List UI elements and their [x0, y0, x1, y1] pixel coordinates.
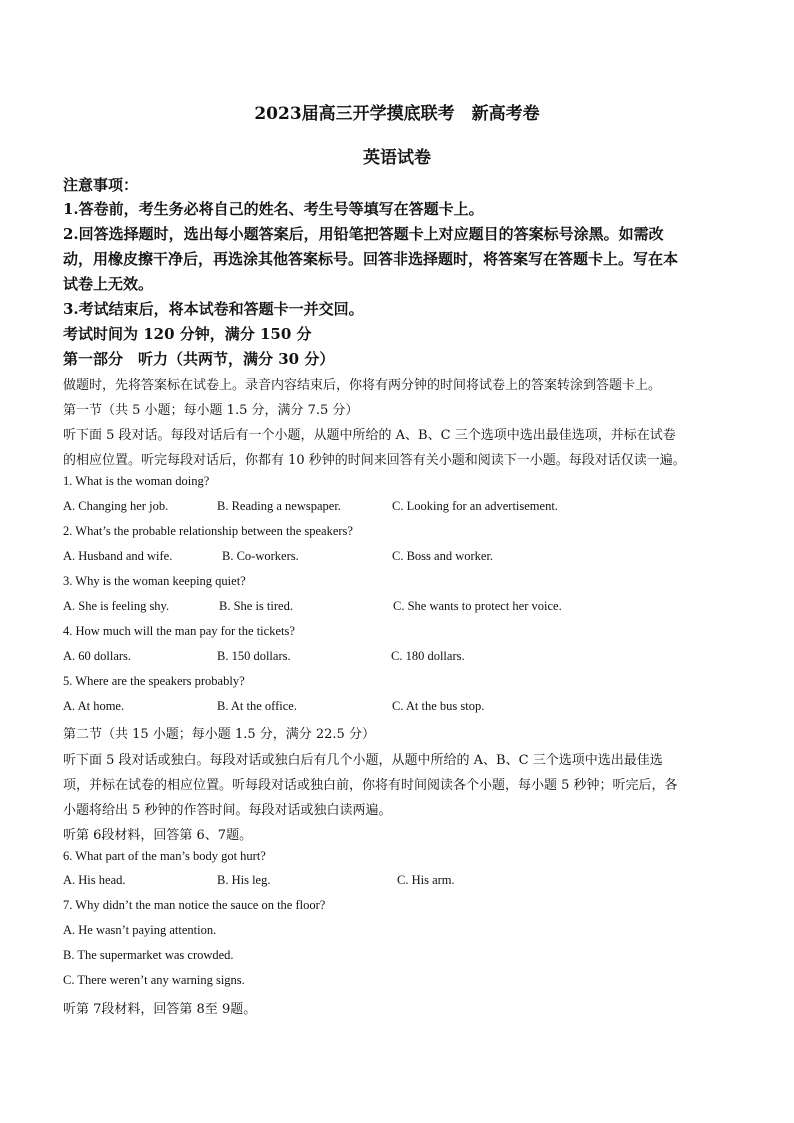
option-c: C. His arm. — [397, 873, 455, 887]
question-7: 7. Why didn’t the man notice the sauce on the floor? — [63, 898, 326, 912]
part1-intro: 做题时，先将答案标在试卷上。录音内容结束后，你将有两分钟的时间将试卷上的答案转涂到答题卡上。 — [63, 378, 662, 393]
exam-subtitle: 英语试卷 — [363, 148, 431, 168]
section1-heading: 第一节（共 5 小题；每小题 1.5 分，满分 7.5 分） — [63, 403, 359, 418]
section1-instruction: 的相应位置。听完每段对话后，你都有 10 秒钟的时间来回答有关小题和阅读下一小题。每段对话仅读一遍。 — [63, 453, 686, 468]
option-b: B. Reading a newspaper. — [217, 499, 341, 513]
option-b: B. 150 dollars. — [217, 649, 291, 663]
question-6: 6. What part of the man’s body got hurt? — [63, 849, 266, 863]
question-3: 3. Why is the woman keeping quiet? — [63, 574, 246, 588]
question-4: 4. How much will the man pay for the tickets? — [63, 624, 295, 638]
option-c: C. 180 dollars. — [391, 649, 465, 663]
option-c: C. There weren’t any warning signs. — [63, 973, 245, 987]
option-b: B. At the office. — [217, 699, 297, 713]
notice-item: 1.答卷前，考生务必将自己的姓名、考生号等填写在答题卡上。 — [63, 200, 484, 218]
section2-instruction: 小题将给出 5 秒钟的作答时间。每段对话或独白读两遍。 — [63, 803, 392, 818]
notice-item: 试卷上无效。 — [63, 275, 154, 293]
option-c: C. At the bus stop. — [392, 699, 485, 713]
question-5: 5. Where are the speakers probably? — [63, 674, 245, 688]
material-6-heading: 听第 6段材料，回答第 6、7题。 — [63, 828, 253, 843]
option-a: A. Changing her job. — [63, 499, 169, 513]
notice-item: 3.考试结束后，将本试卷和答题卡一并交回。 — [63, 300, 364, 318]
section2-instruction: 项，并标在试卷的相应位置。听每段对话或独白前，你将有时间阅读各个小题，每小题 5 秒钟；听完后，各 — [63, 778, 678, 793]
exam-duration: 考试时间为 120 分钟，满分 150 分 — [63, 325, 312, 343]
notice-item: 动，用橡皮擦干净后，再选涂其他答案标号。回答非选择题时，将答案写在答题卡上。写在本 — [63, 250, 679, 268]
option-c: C. Boss and worker. — [392, 549, 494, 563]
option-b: B. The supermarket was crowded. — [63, 948, 234, 962]
notice-item: 2.回答选择题时，选出每小题答案后，用铅笔把答题卡上对应题目的答案标号涂黑。如需改 — [63, 225, 664, 243]
option-c: C. Looking for an advertisement. — [392, 499, 558, 513]
option-b: B. She is tired. — [219, 599, 293, 613]
option-a: A. Husband and wife. — [63, 549, 173, 563]
section2-heading: 第二节（共 15 小题；每小题 1.5 分，满分 22.5 分） — [63, 727, 375, 742]
option-a: A. At home. — [63, 699, 125, 713]
question-1: 1. What is the woman doing? — [63, 474, 210, 488]
option-b: B. His leg. — [217, 873, 271, 887]
section2-instruction: 听下面 5 段对话或独白。每段对话或独白后有几个小题，从题中所给的 A、B、C 三个选项中选出最佳选 — [63, 753, 663, 768]
exam-title: 2023届高三开学摸底联考 新高考卷 — [254, 104, 540, 124]
notice-heading: 注意事项： — [63, 176, 139, 194]
part1-heading: 第一部分 听力（共两节，满分 30 分） — [63, 350, 335, 368]
option-a: A. She is feeling shy. — [63, 599, 170, 613]
option-b: B. Co-workers. — [222, 549, 299, 563]
question-2: 2. What’s the probable relationship between the speakers? — [63, 524, 353, 538]
option-a: A. He wasn’t paying attention. — [63, 923, 217, 937]
option-a: A. His head. — [63, 873, 126, 887]
option-a: A. 60 dollars. — [63, 649, 132, 663]
section1-instruction: 听下面 5 段对话。每段对话后有一个小题，从题中所给的 A、B、C 三个选项中选出最佳选项，并标在试卷 — [63, 428, 676, 443]
option-c: C. She wants to protect her voice. — [393, 599, 562, 613]
material-7-heading: 听第 7段材料，回答第 8至 9题。 — [63, 1002, 257, 1017]
